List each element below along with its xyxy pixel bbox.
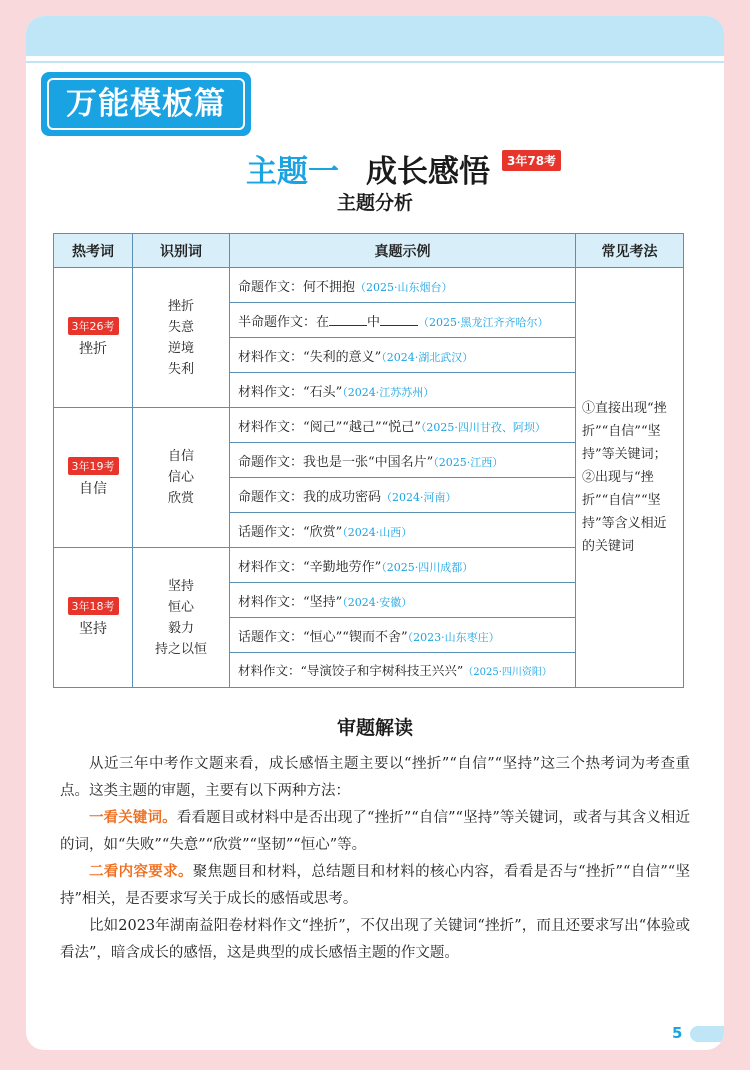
ident-words-cell [133, 548, 230, 688]
example-cell [230, 618, 576, 653]
example-source: （2024·江苏苏州） [342, 385, 435, 399]
hot-word-cell [54, 408, 133, 548]
page-number: 5 [672, 1024, 683, 1042]
ident-word: 逆境 [167, 340, 194, 356]
example-text: 材料作文：“石头” [238, 384, 343, 400]
page-title [26, 142, 724, 192]
title-tag: 3年78考 [502, 150, 561, 171]
example-source: （2024·安徽） [342, 595, 413, 609]
example-text: 半命题作文：在 [238, 314, 330, 330]
fill-blank [380, 314, 418, 326]
ident-word: 持之以恒 [154, 641, 207, 657]
paragraph [60, 805, 690, 859]
method-cell [576, 268, 684, 688]
example-cell [230, 653, 576, 688]
example-source: （2024·河南） [381, 490, 457, 504]
example-text: 命题作文：我的成功密码 [238, 489, 382, 505]
fill-blank [329, 314, 367, 326]
example-text: 材料作文：“失利的意义” [238, 349, 382, 365]
ident-words-cell [133, 408, 230, 548]
highlight-keyword: 二看内容要求。 [89, 864, 193, 880]
hot-word: 坚持 [79, 621, 107, 637]
example-text: 命题作文：我也是一张“中国名片” [238, 454, 434, 470]
ident-word: 失利 [167, 361, 194, 377]
table-header: 常见考法 [576, 234, 684, 268]
highlight-keyword: 一看关键词。 [89, 810, 177, 826]
paragraph-text: 看看题目或材料中是否出现了“挫折”“自信”“坚持”等关键词，或者与其含义相近的词，如“失败”“失意”“欣赏”“坚韧”“恒心”等。 [60, 810, 690, 853]
table-header: 识别词 [133, 234, 230, 268]
example-source: （2025·四川甘孜、阿坝） [420, 420, 546, 434]
section-heading-interpretation: 审题解读 [336, 717, 413, 739]
section-heading-analysis: 主题分析 [336, 192, 413, 214]
hot-word-tag: 3年26考 [68, 317, 119, 335]
example-text: 材料作文：“坚持” [238, 594, 343, 610]
example-cell [230, 373, 576, 408]
title-prefix: 主题一 [246, 154, 339, 190]
example-cell [230, 478, 576, 513]
example-source: （2025·四川资阳） [463, 667, 552, 678]
interpretation-body [60, 751, 690, 967]
section-banner: 万能模板篇 [41, 72, 251, 136]
example-text: 材料作文：“辛勤地劳作” [238, 559, 382, 575]
analysis-table [53, 233, 684, 688]
hot-word: 挫折 [79, 341, 107, 357]
hot-word-cell [54, 548, 133, 688]
example-cell [230, 408, 576, 443]
ident-word: 毅力 [167, 620, 194, 636]
example-cell [230, 513, 576, 548]
table-header-row [54, 234, 684, 268]
example-cell [230, 548, 576, 583]
table-header: 热考词 [54, 234, 133, 268]
example-text: 中 [367, 314, 381, 330]
page [26, 16, 724, 1050]
ident-words-cell [133, 268, 230, 408]
header-strip [26, 16, 724, 56]
example-text: 材料作文：“阅己”“越己”“悦己” [238, 419, 421, 435]
example-source: （2025·江西） [433, 455, 504, 469]
example-source: （2025·山东烟台） [355, 280, 453, 294]
example-text: 材料作文：“导演饺子和宇树科技王兴兴” [238, 663, 464, 678]
example-text: 话题作文：“恒心”“锲而不舍” [238, 629, 408, 645]
hot-word-tag: 3年19考 [68, 457, 119, 475]
example-source: （2024·山西） [342, 525, 413, 539]
paragraph: 从近三年中考作文题来看，成长感悟主题主要以“挫折”“自信”“坚持”这三个热考词为考查重点。这类主题的审题，主要有以下两种方法： [60, 756, 690, 799]
ident-word: 挫折 [167, 298, 194, 314]
example-source: （2023·山东枣庄） [407, 630, 500, 644]
title-main: 成长感悟 [366, 154, 490, 190]
example-text: 话题作文：“欣赏” [238, 524, 343, 540]
header-divider [26, 56, 724, 63]
paragraph-text: 聚焦题目和材料，总结题目和材料的核心内容，看看是否与“挫折”“自信”“坚持”相关，是否要求写关于成长的感悟或思考。 [60, 864, 691, 907]
page-number-pill [690, 1026, 724, 1042]
paragraph [60, 859, 690, 913]
ident-word: 欣赏 [167, 491, 194, 506]
ident-word: 失意 [167, 319, 194, 335]
hot-word: 自信 [79, 481, 107, 497]
example-cell [230, 303, 576, 338]
ident-word: 坚持 [167, 578, 194, 594]
hot-word-tag: 3年18考 [68, 597, 119, 615]
method-text: ①直接出现“挫折”“自信”“坚持”等关键词；②出现与“挫折”“自信”“坚持”等含义相近的关键词 [582, 401, 667, 554]
example-cell [230, 268, 576, 303]
example-text: 命题作文：何不拥抱 [238, 279, 356, 295]
example-source: （2025·四川成都） [381, 560, 474, 574]
example-source: （2025·黑龙江齐齐哈尔） [418, 315, 549, 329]
example-cell [230, 338, 576, 373]
example-cell [230, 443, 576, 478]
table-header: 真题示例 [230, 234, 576, 268]
ident-word: 信心 [167, 470, 194, 485]
ident-word: 恒心 [167, 599, 194, 615]
table-row [54, 268, 684, 303]
example-cell [230, 583, 576, 618]
example-source: （2024·湖北武汉） [381, 350, 474, 364]
paragraph: 比如2023年湖南益阳卷材料作文“挫折”，不仅出现了关键词“挫折”，而且还要求写出“体验或看法”，暗含成长的感悟，这是典型的成长感悟主题的作文题。 [60, 918, 690, 961]
ident-word: 自信 [167, 449, 194, 464]
hot-word-cell [54, 268, 133, 408]
